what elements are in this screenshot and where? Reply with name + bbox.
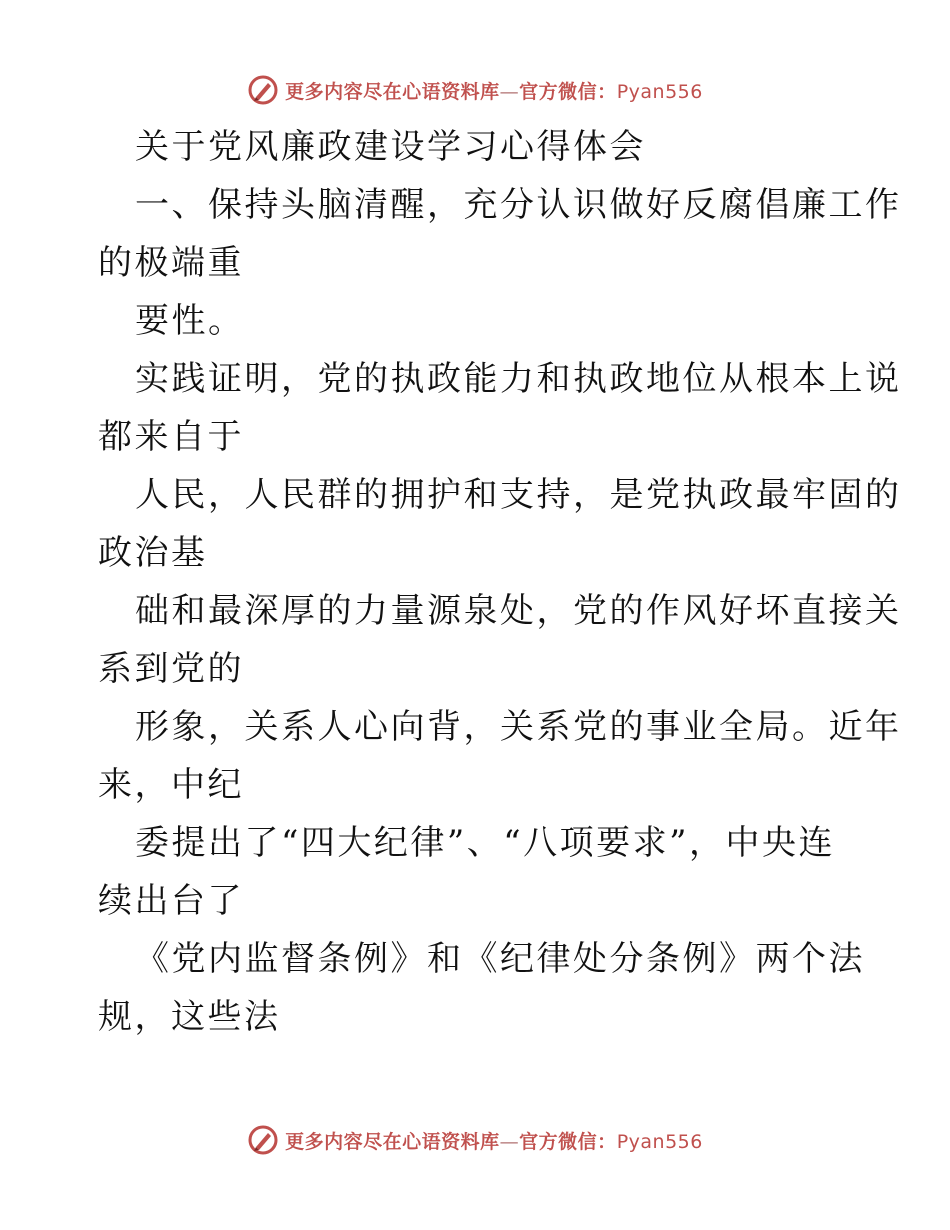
text-line: 要性。 (135, 301, 245, 341)
footer-banner (0, 1120, 950, 1160)
header-banner-text: 更多内容尽在心语资料库—官方微信：Pyan556 (285, 80, 703, 103)
footer-banner-text: 更多内容尽在心语资料库—官方微信：Pyan556 (285, 1130, 703, 1153)
text-line: 续出台了 (98, 881, 244, 921)
text-line: 《党内监督条例》和《纪律处分条例》两个法 (135, 939, 865, 979)
text-line: 都来自于 (98, 417, 244, 457)
text-line: 一、保持头脑清醒，充分认识做好反腐倡廉工作 (135, 185, 902, 225)
text-line: 委提出了“四大纪律”、“八项要求”，中央连 (135, 823, 836, 863)
text-line: 系到党的 (98, 649, 244, 689)
text-line: 政治基 (98, 533, 208, 573)
pen-logo-icon (247, 1124, 279, 1156)
text-line: 的极端重 (98, 243, 244, 283)
text-line: 实践证明，党的执政能力和执政地位从根本上说 (135, 359, 902, 399)
document-body (98, 118, 902, 1046)
header-banner (0, 70, 950, 110)
document-title: 关于党风廉政建设学习心得体会 (135, 127, 646, 167)
text-line: 础和最深厚的力量源泉处，党的作风好坏直接关 (135, 591, 902, 631)
pen-logo-icon (247, 74, 279, 106)
text-line: 来，中纪 (98, 765, 244, 805)
text-line: 形象，关系人心向背，关系党的事业全局。近年 (135, 707, 902, 747)
text-line: 规，这些法 (98, 997, 281, 1037)
text-line: 人民，人民群的拥护和支持，是党执政最牢固的 (135, 475, 902, 515)
